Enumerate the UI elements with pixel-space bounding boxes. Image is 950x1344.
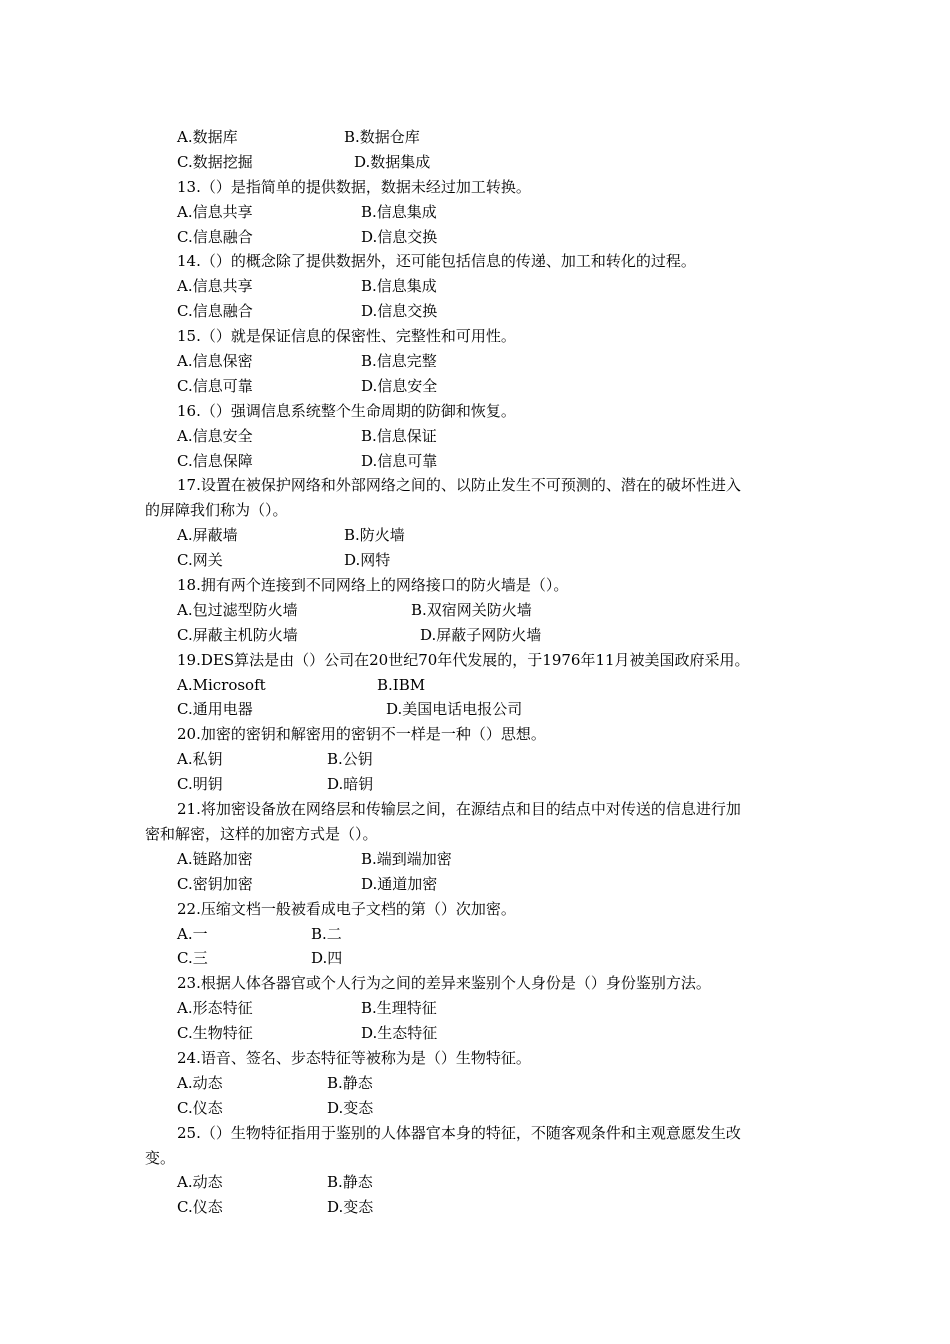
option-right: D.信息交换 <box>361 302 438 321</box>
option-right: B.静态 <box>327 1173 373 1192</box>
question-text: 16.（）强调信息系统整个生命周期的防御和恢复。 <box>177 401 516 420</box>
question-text: 23.根据人体各器官或个人行为之间的差异来鉴别个人身份是（）身份鉴别方法。 <box>177 974 711 993</box>
option-right: D.屏蔽子网防火墙 <box>420 625 542 644</box>
option-left: C.明钥 <box>177 775 223 794</box>
option-left: A.包过滤型防火墙 <box>177 600 298 619</box>
option-right: B.静态 <box>327 1073 373 1092</box>
option-left: A.链路加密 <box>177 849 253 868</box>
option-right: B.信息保证 <box>361 426 437 445</box>
option-right: B.IBM <box>377 675 426 694</box>
question-text: 19.DES算法是由（）公司在20世纪70年代发展的，于1976年11月被美国政府采用。 <box>177 650 750 669</box>
option-left: C.网关 <box>177 551 223 570</box>
option-row <box>0 424 950 449</box>
option-right: B.信息集成 <box>361 202 437 221</box>
option-left: A.动态 <box>177 1173 223 1192</box>
option-left: A.信息共享 <box>177 202 253 221</box>
option-left: C.密钥加密 <box>177 874 253 893</box>
question-text: 13.（）是指简单的提供数据，数据未经过加工转换。 <box>177 177 531 196</box>
option-right: D.网特 <box>344 551 391 570</box>
option-left: C.生物特征 <box>177 1024 253 1043</box>
option-right: B.生理特征 <box>361 999 437 1018</box>
option-right: D.美国电话电报公司 <box>386 700 523 719</box>
option-row <box>0 872 950 897</box>
option-left: C.通用电器 <box>177 700 253 719</box>
option-left: C.仪态 <box>177 1098 223 1117</box>
option-right: B.公钥 <box>327 750 373 769</box>
option-left: C.数据挖掘 <box>177 152 253 171</box>
option-right: B.信息完整 <box>361 352 437 371</box>
question-text: 21.将加密设备放在网络层和传输层之间，在源结点和目的结点中对传送的信息进行加 <box>177 800 741 819</box>
option-right: D.生态特征 <box>361 1024 438 1043</box>
option-row <box>0 200 950 225</box>
option-left: C.信息可靠 <box>177 376 253 395</box>
option-left: C.信息保障 <box>177 451 253 470</box>
option-left: C.三 <box>177 949 208 968</box>
option-left: A.Microsoft <box>177 675 266 694</box>
option-row <box>0 623 950 648</box>
option-row <box>0 1096 950 1121</box>
document-page <box>0 125 950 1220</box>
option-row <box>0 125 950 150</box>
option-left: C.信息融合 <box>177 227 253 246</box>
option-right: D.数据集成 <box>354 152 431 171</box>
option-row <box>0 946 950 971</box>
option-row <box>0 772 950 797</box>
option-row <box>0 1021 950 1046</box>
option-row <box>0 1170 950 1195</box>
option-row <box>0 996 950 1021</box>
option-row <box>0 349 950 374</box>
option-left: A.信息保密 <box>177 352 253 371</box>
question-text-continued: 密和解密，这样的加密方式是（）。 <box>145 824 378 843</box>
option-right: D.四 <box>311 949 343 968</box>
option-row <box>0 673 950 698</box>
question-text: 25.（）生物特征指用于鉴别的人体器官本身的特征，不随客观条件和主观意愿发生改 <box>177 1123 741 1142</box>
option-left: A.信息共享 <box>177 277 253 296</box>
option-left: A.动态 <box>177 1073 223 1092</box>
option-right: D.信息交换 <box>361 227 438 246</box>
option-left: C.屏蔽主机防火墙 <box>177 625 298 644</box>
option-right: D.变态 <box>327 1198 374 1217</box>
option-right: D.信息安全 <box>361 376 438 395</box>
option-right: B.数据仓库 <box>344 128 420 146</box>
option-row <box>0 697 950 722</box>
option-right: D.变态 <box>327 1098 374 1117</box>
option-left: A.一 <box>177 924 208 943</box>
option-left: A.信息安全 <box>177 426 253 445</box>
option-row <box>0 1195 950 1220</box>
option-right: B.端到端加密 <box>361 849 452 868</box>
question-text: 14.（）的概念除了提供数据外，还可能包括信息的传递、加工和转化的过程。 <box>177 252 696 271</box>
option-row <box>0 747 950 772</box>
option-row <box>0 847 950 872</box>
option-right: D.信息可靠 <box>361 451 438 470</box>
option-left: C.仪态 <box>177 1198 223 1217</box>
question-text: 15.（）就是保证信息的保密性、完整性和可用性。 <box>177 327 516 346</box>
option-row <box>0 225 950 250</box>
question-text: 17.设置在被保护网络和外部网络之间的、以防止发生不可预测的、潜在的破坏性进入 <box>177 476 741 495</box>
option-right: D.通道加密 <box>361 874 438 893</box>
option-row <box>0 922 950 947</box>
option-left: A.形态特征 <box>177 999 253 1018</box>
question-text: 20.加密的密钥和解密用的密钥不一样是一种（）思想。 <box>177 725 546 744</box>
option-left: C.信息融合 <box>177 302 253 321</box>
option-right: B.二 <box>311 924 342 943</box>
option-row <box>0 299 950 324</box>
question-text: 24.语音、签名、步态特征等被称为是（）生物特征。 <box>177 1048 531 1067</box>
option-left: A.屏蔽墙 <box>177 526 238 545</box>
option-row <box>0 548 950 573</box>
option-row <box>0 374 950 399</box>
question-text: 18.拥有两个连接到不同网络上的网络接口的防火墙是（）。 <box>177 576 569 595</box>
option-right: B.双宿网关防火墙 <box>411 600 532 619</box>
question-text: 22.压缩文档一般被看成电子文档的第（）次加密。 <box>177 899 516 918</box>
option-row <box>0 523 950 548</box>
option-right: B.信息集成 <box>361 277 437 296</box>
option-row <box>0 150 950 175</box>
option-left: A.私钥 <box>177 750 223 769</box>
option-right: B.防火墙 <box>344 526 405 545</box>
option-row <box>0 1071 950 1096</box>
question-text-continued: 变。 <box>145 1148 176 1167</box>
question-text-continued: 的屏障我们称为（）。 <box>145 501 288 520</box>
option-right: D.暗钥 <box>327 775 374 794</box>
option-row <box>0 274 950 299</box>
option-row <box>0 449 950 474</box>
option-row <box>0 598 950 623</box>
option-left: A.数据库 <box>177 128 238 146</box>
